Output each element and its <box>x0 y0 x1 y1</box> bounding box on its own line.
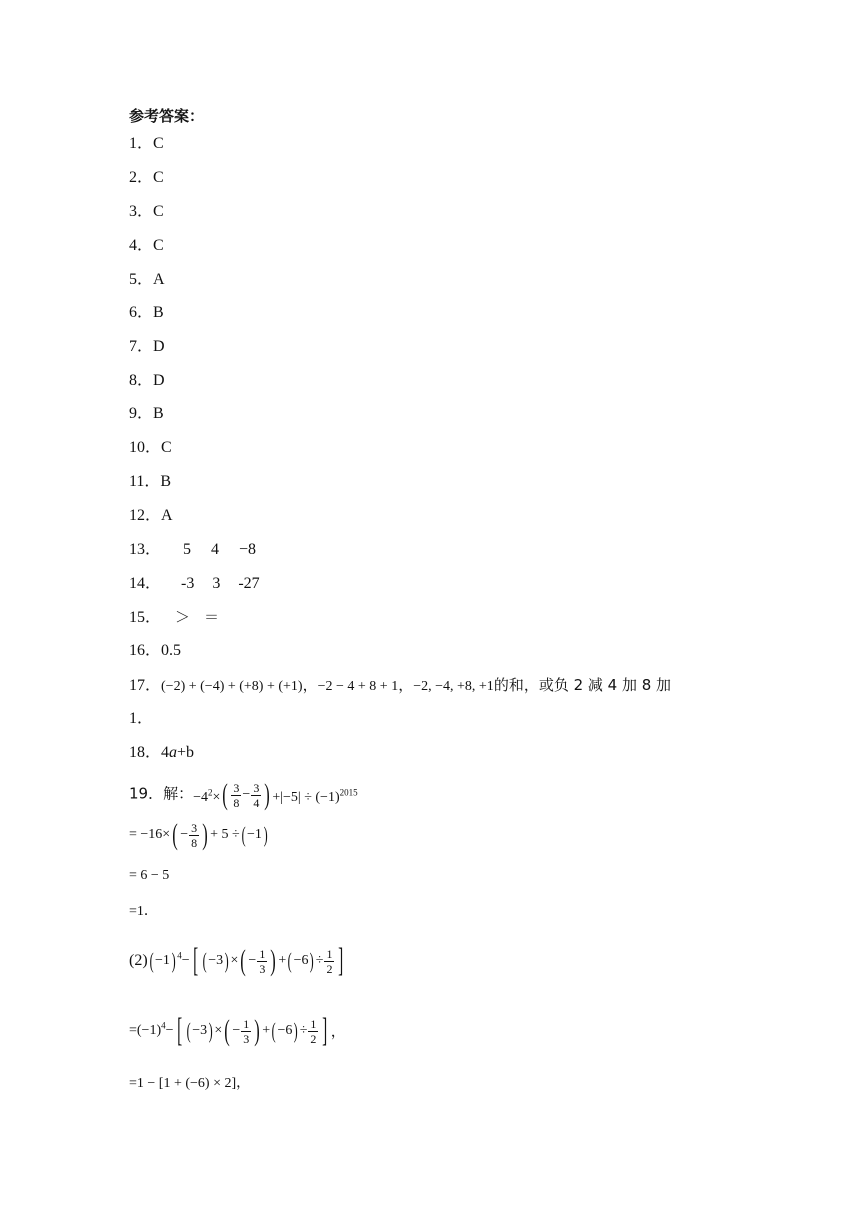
q19-fraction-3: $\frac{3}{8}$ <box>191 820 198 850</box>
q19-step-2-end: −1 <box>247 827 262 842</box>
answer-9: 9．B <box>129 405 164 422</box>
q14-value-2: 3 <box>212 575 221 592</box>
q17-expression-3: −2, −4, +8, +1 <box>413 679 494 694</box>
q19-step-2-middle: + 5 ÷ <box>210 827 240 842</box>
q2-step-2-divide: ÷ <box>299 1023 308 1038</box>
q2-step-2-exponent: 4 <box>161 1020 166 1031</box>
answer-19-line-4: =1． <box>129 904 158 919</box>
q2-fraction-1: $\frac{1}{3}$ <box>259 946 266 976</box>
q18-coefficient: 4 <box>161 744 170 761</box>
answer-12: 12．A <box>129 507 173 524</box>
q2-step-2-comma: ， <box>330 1022 346 1040</box>
answer-15 <box>129 607 219 628</box>
q2-step-2-start: =(−1) <box>129 1023 162 1038</box>
q13-value-3: −8 <box>239 541 257 558</box>
answers-heading: 参考答案： <box>129 107 205 125</box>
q19-fraction-1: $\frac{3}{8}$ <box>233 780 240 810</box>
q2-step-2-minus: − <box>165 1023 174 1038</box>
q13-number: 13． <box>129 541 162 558</box>
q18-rest: +b <box>177 744 195 761</box>
q2-exponent: 4 <box>177 950 182 961</box>
q19-fraction-2: $\frac{3}{4}$ <box>253 780 260 810</box>
answer-19-line-1: 19．解：$-4^2\times$( $\frac{3}{8}$ − $\frac{3}{4}$ ) $+|-5| \div (-1)^{2015}$ <box>129 778 358 811</box>
q2-base: −1 <box>154 953 170 968</box>
q18-number: 18． <box>129 744 162 761</box>
q15-value-1: ＞ <box>175 608 191 626</box>
answer-4: 4．C <box>129 237 164 254</box>
q17-separator-1: ， <box>302 676 318 694</box>
q15-number: 15． <box>129 609 162 626</box>
answer-2-line-2: $=(-1)^4-$[ ( −3) ×( − $\frac{1}{3}$ ) +( −6) ÷ $\frac{1}{2}$ ] ， <box>129 1012 346 1049</box>
q2-label: (2) <box>129 952 148 969</box>
q2-minus: − <box>181 953 190 968</box>
q14-value-1: -3 <box>181 575 195 592</box>
q17-expression-1: (−2) + (−4) + (+8) + (+1) <box>161 679 303 694</box>
q13-value-1: 5 <box>183 541 192 558</box>
answer-14 <box>129 574 260 594</box>
q2-step-2-plus: + <box>262 1023 271 1038</box>
q19-term-2: $+|-5| \div (-1)^{2015}$ <box>272 787 358 805</box>
q2-divide: ÷ <box>315 953 324 968</box>
q14-value-3: -27 <box>238 575 260 592</box>
q19-step-2-start: = −16× <box>129 827 171 842</box>
q2-step-2-negative: − <box>232 1023 241 1038</box>
answer-16: 16．0.5 <box>129 642 182 659</box>
q19-negative-sign: − <box>180 827 189 842</box>
answer-1: 1．C <box>129 135 164 152</box>
answer-8: 8．D <box>129 372 165 389</box>
answer-17-continued: 1． <box>129 710 154 727</box>
q2-plus: + <box>278 953 287 968</box>
answer-7: 7．D <box>129 338 165 355</box>
q15-value-2: ＝ <box>204 608 220 626</box>
answer-3: 3．C <box>129 203 164 220</box>
q2-term-d: −6 <box>293 953 309 968</box>
q14-number: 14． <box>129 575 162 592</box>
q19-number: 19．解： <box>129 784 194 803</box>
answer-2: 2．C <box>129 169 164 186</box>
answer-6: 6．B <box>129 304 164 321</box>
q18-variable: a <box>169 744 178 761</box>
answer-2-line-1: (2)( −1) $^4$−[ ( −3) ×( − $\frac{1}{3}$ ) +( −6) ÷ $\frac{1}{2}$ ] <box>129 942 344 979</box>
q17-separator-2: ， <box>398 676 414 694</box>
q2-step-2-term-c: −3 <box>192 1023 208 1038</box>
answer-18 <box>129 743 194 763</box>
q2-times: × <box>230 953 239 968</box>
answer-2-line-3: =1 − [1 + (−6) × 2]， <box>129 1076 251 1091</box>
answer-19-line-2: = −16×( − $\frac{3}{8}$ ) + 5 ÷( −1) <box>129 818 268 851</box>
q17-expression-2: −2 − 4 + 8 + 1 <box>317 679 399 694</box>
answer-10: 10．C <box>129 439 172 456</box>
q2-step-2-fraction-2: $\frac{1}{2}$ <box>310 1016 317 1046</box>
q2-fraction-2: $\frac{1}{2}$ <box>326 946 333 976</box>
q17-text: 的和，或负 2 减 4 加 8 加 <box>493 676 672 694</box>
answer-17 <box>129 675 671 697</box>
q19-term-1: $-4^2\times$ <box>193 787 221 805</box>
q2-step-2-fraction-1: $\frac{1}{3}$ <box>243 1016 250 1046</box>
q17-number: 17． <box>129 677 162 694</box>
q2-negative: − <box>248 953 257 968</box>
q2-term-c: −3 <box>208 953 224 968</box>
q2-step-2-times: × <box>214 1023 223 1038</box>
q19-minus: − <box>242 787 251 802</box>
q2-step-2-term-d: −6 <box>277 1023 293 1038</box>
answer-13 <box>129 540 256 560</box>
q13-value-2: 4 <box>211 541 220 558</box>
answer-19-line-3: = 6 − 5 <box>129 868 170 883</box>
answer-11: 11．B <box>129 473 172 490</box>
answer-5: 5．A <box>129 271 165 288</box>
